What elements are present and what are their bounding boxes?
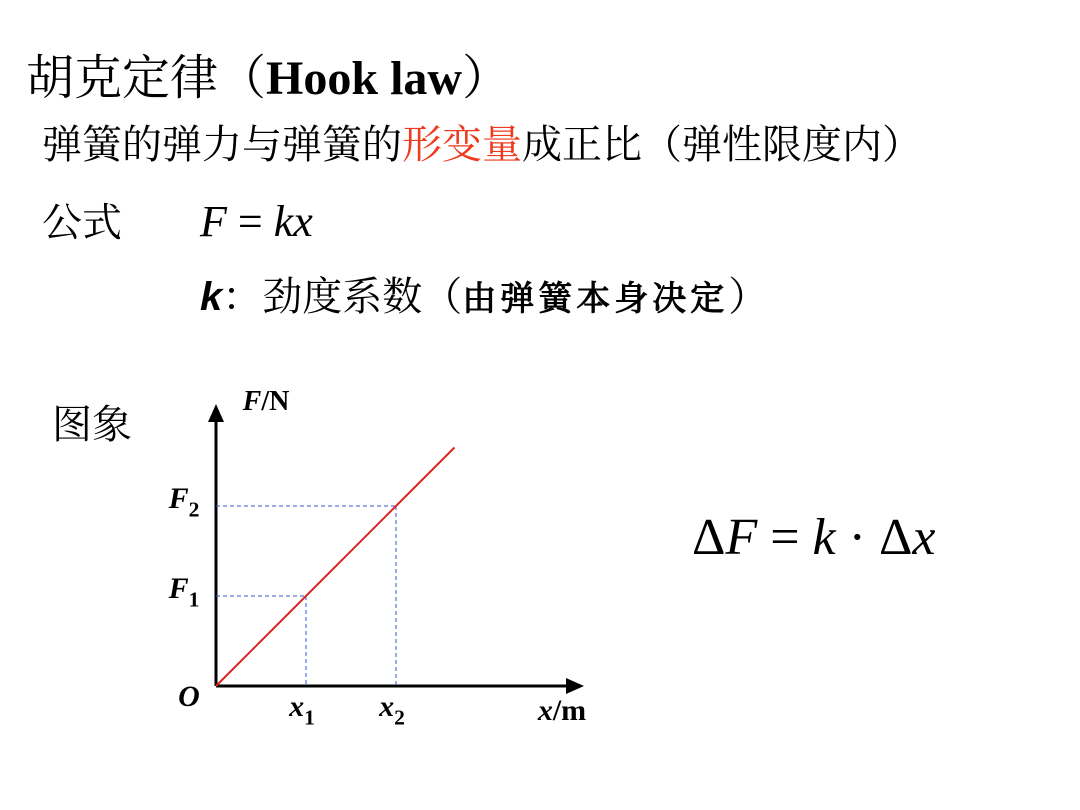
delta-eq: = (757, 509, 813, 566)
statement-before: 弹簧的弹力与弹簧的 (42, 122, 402, 168)
delta-x: x (912, 509, 936, 566)
graph-label: 图象 (52, 402, 132, 448)
k-note: 由弹簧本身决定 (462, 279, 729, 319)
y-tick-label-1: $F_1$ (168, 572, 200, 612)
delta-f: F (725, 509, 758, 566)
x-tick-label-1: $x_1$ (289, 690, 315, 730)
k-close: ） (728, 274, 769, 320)
series-line (216, 448, 455, 687)
delta-k: k (812, 509, 836, 566)
k-text: 劲度系数（ (262, 274, 463, 320)
origin-label: O (178, 680, 200, 713)
statement-highlight: 形变量 (402, 122, 522, 168)
formula-lhs: F (200, 197, 227, 246)
k-symbol: k (200, 275, 223, 319)
x-tick-label-2: $x_2$ (379, 690, 405, 730)
delta-dot: · (835, 509, 879, 566)
x-axis-arrow-icon (566, 678, 584, 694)
title-close-paren: ） (462, 50, 511, 106)
y-axis-arrow-icon (208, 404, 224, 422)
formula-label: 公式 (42, 200, 122, 246)
title-open-paren: （ (218, 50, 267, 106)
title-chinese: 胡克定律 (26, 50, 219, 106)
statement-after: 成正比（弹性限度内） (522, 122, 922, 168)
delta-symbol-2: Δ (878, 509, 913, 566)
formula-op: = (237, 197, 263, 246)
title-english: Hook law (266, 52, 463, 105)
k-colon: ： (222, 274, 263, 320)
delta-symbol-1: Δ (692, 509, 726, 566)
x-axis-title: x/m (537, 694, 587, 727)
formula-rhs: kx (273, 197, 313, 246)
y-tick-label-2: $F_2$ (168, 482, 200, 522)
y-axis-title: F/N (242, 386, 290, 417)
